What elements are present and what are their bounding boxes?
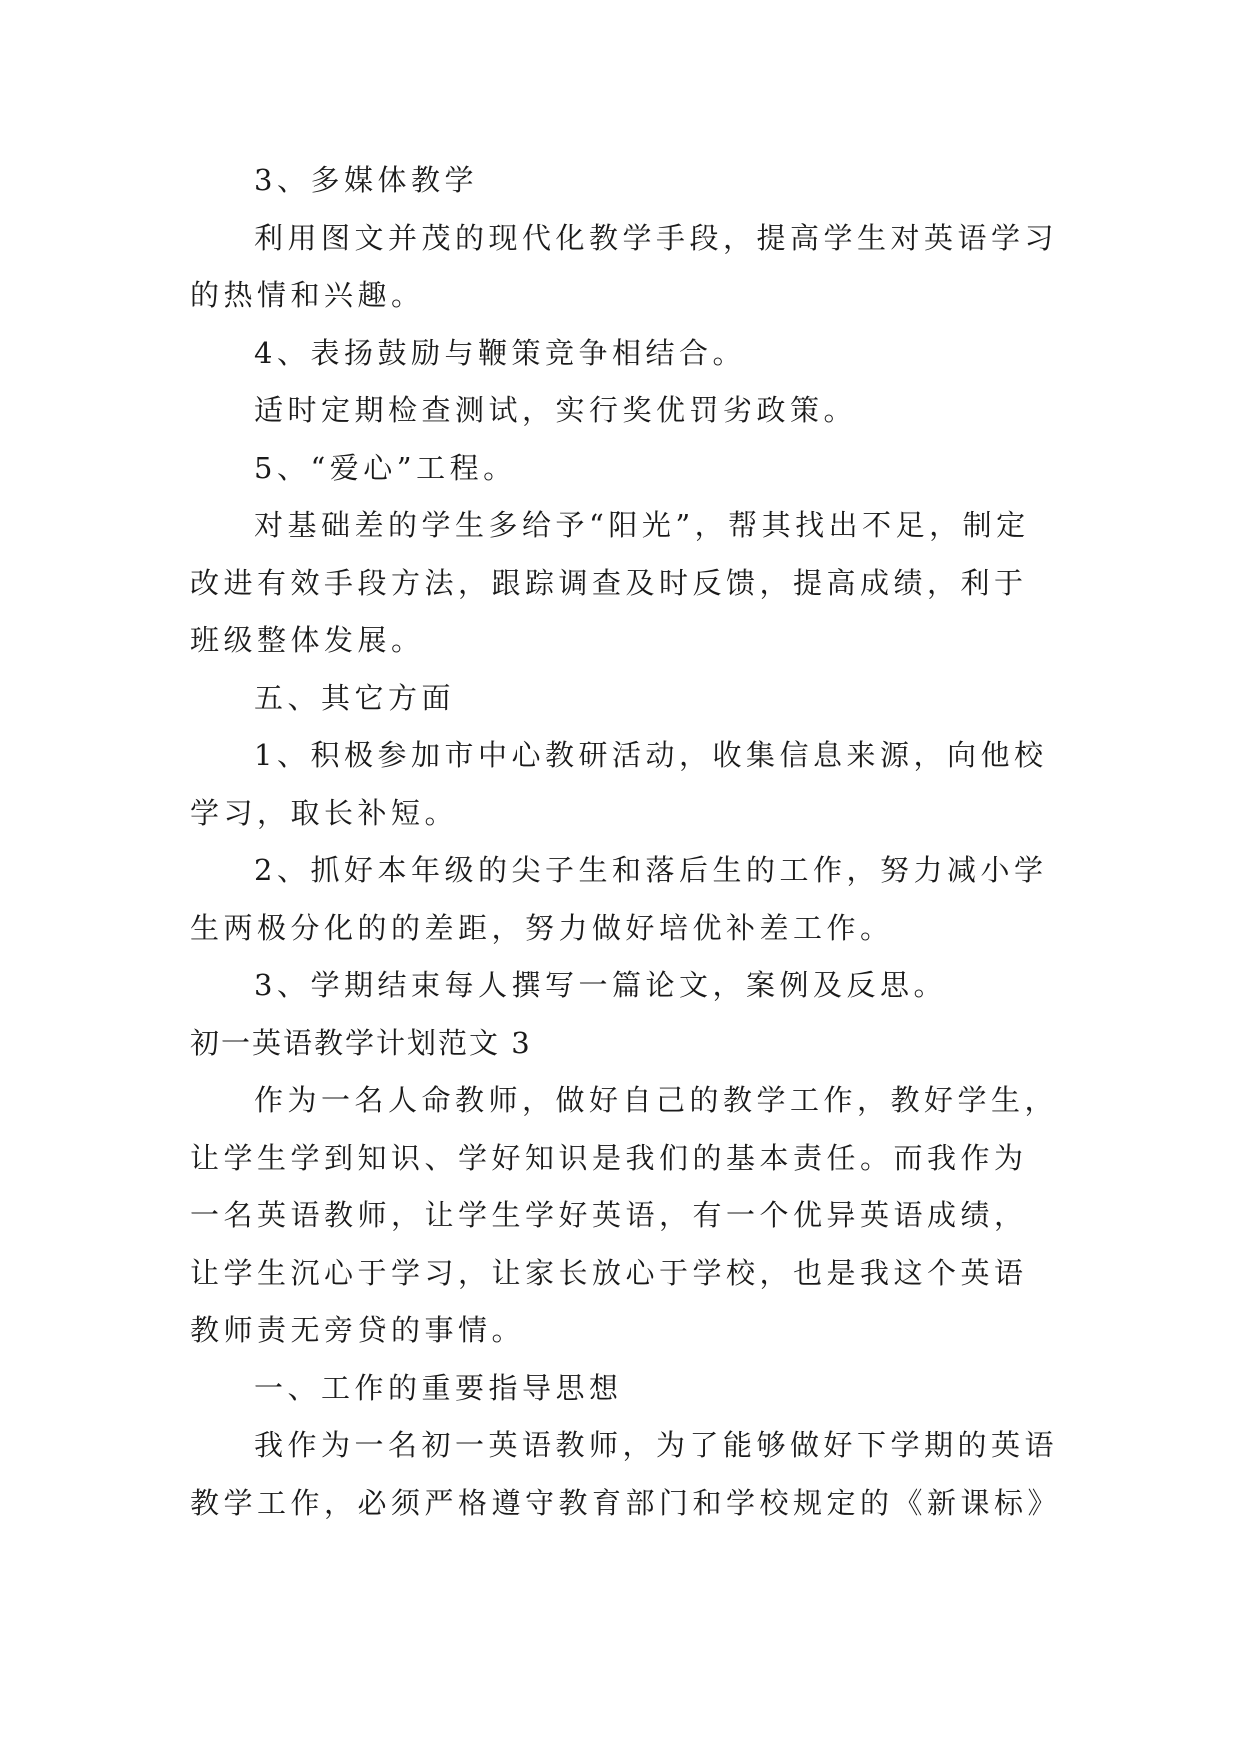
paragraph-other-2: 2、抓好本年级的尖子生和落后生的工作，努力减小学生两极分化的的差距，努力做好培优补差工作。 [190, 853, 1048, 945]
section-guiding-heading: 一、工作的重要指导思想 [254, 1370, 623, 1405]
paragraph-praise-body: 适时定期检查测试，实行奖优罚劣政策。 [254, 393, 858, 427]
section-other-heading: 五、其它方面 [254, 680, 456, 715]
paragraph-love-body: 对基础差的学生多给予“阳光”，帮其找出不足，制定改进有效手段方法，跟踪调查及时反馈，提高成绩，利于班级整体发展。 [190, 508, 1030, 657]
paragraph-intro: 作为一名人命教师，做好自己的教学工作，教好学生，让学生学到知识、学好知识是我们的基本责任。而我作为一名英语教师，让学生学好英语，有一个优异英语成绩，让学生沉心于学习，让家长放心于学校，也是我这个英语教师责无旁贷的事情。 [190, 1083, 1059, 1347]
paragraph-other-1: 1、积极参加市中心教研活动，收集信息来源，向他校学习，取长补短。 [190, 738, 1048, 830]
paragraph-guiding-body: 我作为一名初一英语教师，为了能够做好下学期的英语教学工作，必须严格遵守教育部门和学校规定的《新课标》 [190, 1428, 1062, 1520]
paragraph-other-3: 3、学期结束每人撰写一篇论文，案例及反思。 [254, 968, 947, 1002]
article-title: 初一英语教学计划范文 3 [190, 1025, 532, 1060]
paragraph-multimedia-body: 利用图文并茂的现代化教学手段，提高学生对英语学习的热情和兴趣。 [190, 220, 1059, 312]
paragraph-praise-heading: 4、表扬鼓励与鞭策竞争相结合。 [254, 335, 746, 370]
paragraph-love-heading: 5、“爱心”工程。 [254, 450, 517, 485]
paragraph-multimedia-heading: 3、多媒体教学 [254, 163, 478, 197]
document-body [190, 152, 1060, 1532]
